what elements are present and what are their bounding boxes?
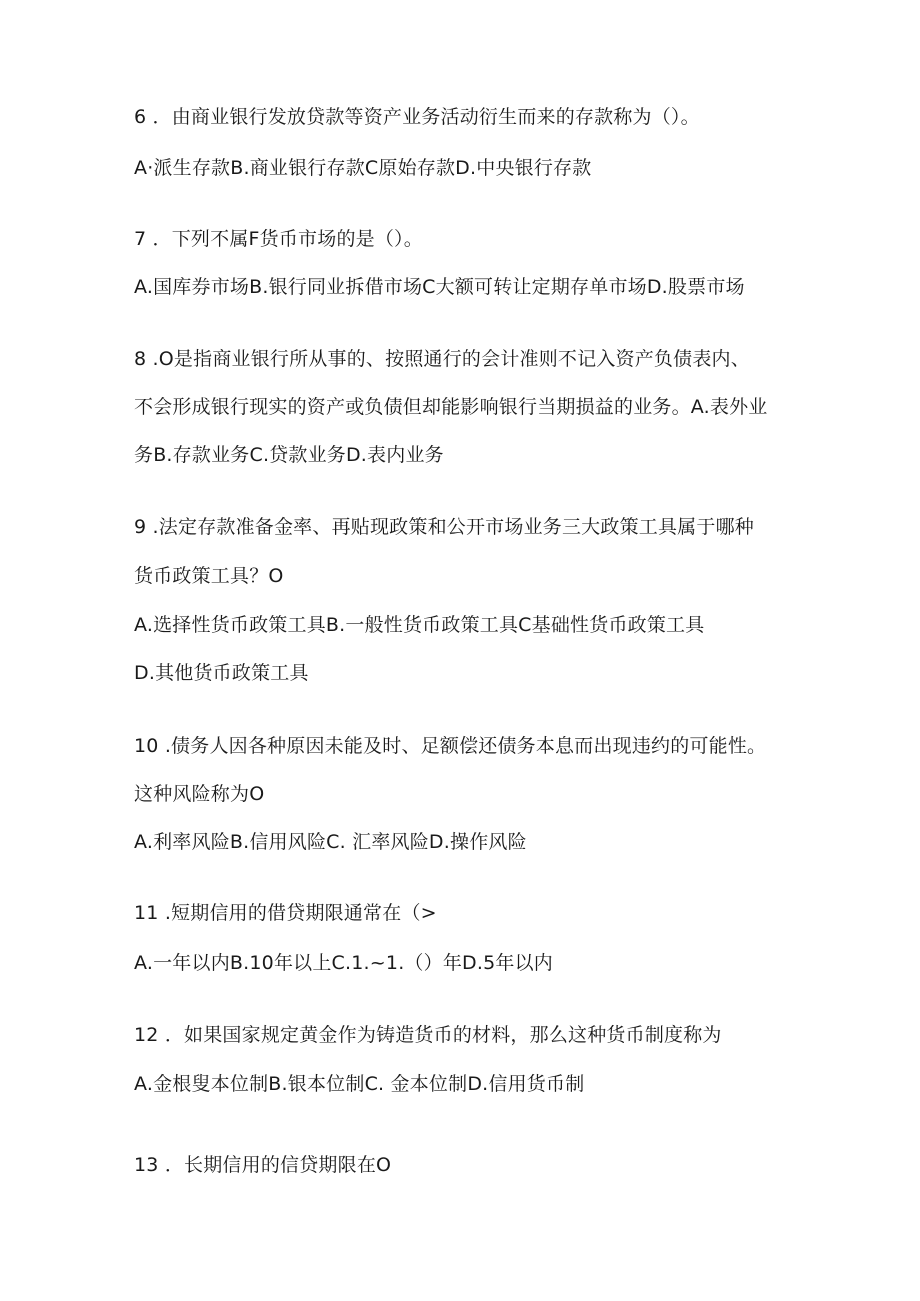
question-9-stem-line-1: 9 .法定存款准备金率、再贴现政策和公开市场业务三大政策工具属于哪种 (134, 516, 754, 538)
question-6-options: A·派生存款B.商业银行存款C原始存款D.中央银行存款 (134, 157, 592, 179)
question-12-options: A.金根叟本位制B.银本位制C. 金本位制D.信用货币制 (134, 1073, 585, 1095)
question-10-stem-line-2: 这种风险称为O (134, 783, 265, 805)
question-10-stem-line-1: 10 .债务人因各种原因未能及时、足额偿还债务本息而出现违约的可能性。 (134, 735, 767, 757)
question-10-options: A.利率风险B.信用风险C. 汇率风险D.操作风险 (134, 831, 527, 853)
question-8-stem-line-2: 不会形成银行现实的资产或负债但却能影响银行当期损益的业务。A.表外业 (134, 396, 768, 418)
question-7-options: A.国库券市场B.银行同业拆借市场C大额可转让定期存单市场D.股票市场 (134, 276, 745, 298)
question-7-stem: 7 ．下列不属F货币市场的是（）。 (134, 228, 423, 250)
question-8-stem-line-3: 务B.存款业务C.贷款业务D.表内业务 (134, 444, 444, 466)
question-13-stem: 13 ．长期信用的信贷期限在O (134, 1154, 392, 1176)
question-9-options-line-2: D.其他货币政策工具 (134, 662, 309, 684)
question-12-stem: 12 ．如果国家规定黄金作为铸造货币的材料，那么这种货币制度称为 (134, 1024, 722, 1046)
question-11-stem: 11 .短期信用的借贷期限通常在（> (134, 902, 437, 924)
question-6-stem: 6 ．由商业银行发放贷款等资产业务活动衍生而来的存款称为（）。 (134, 106, 700, 128)
question-9-options-line-1: A.选择性货币政策工具B.一般性货币政策工具C基础性货币政策工具 (134, 614, 705, 636)
question-9-stem-line-2: 货币政策工具？O (134, 565, 284, 587)
question-8-stem-line-1: 8 .O是指商业银行所从事的、按照通行的会计准则不记入资产负债表内、 (134, 348, 750, 370)
question-11-options: A.一年以内B.10年以上C.1.~1.（）年D.5年以内 (134, 952, 553, 974)
